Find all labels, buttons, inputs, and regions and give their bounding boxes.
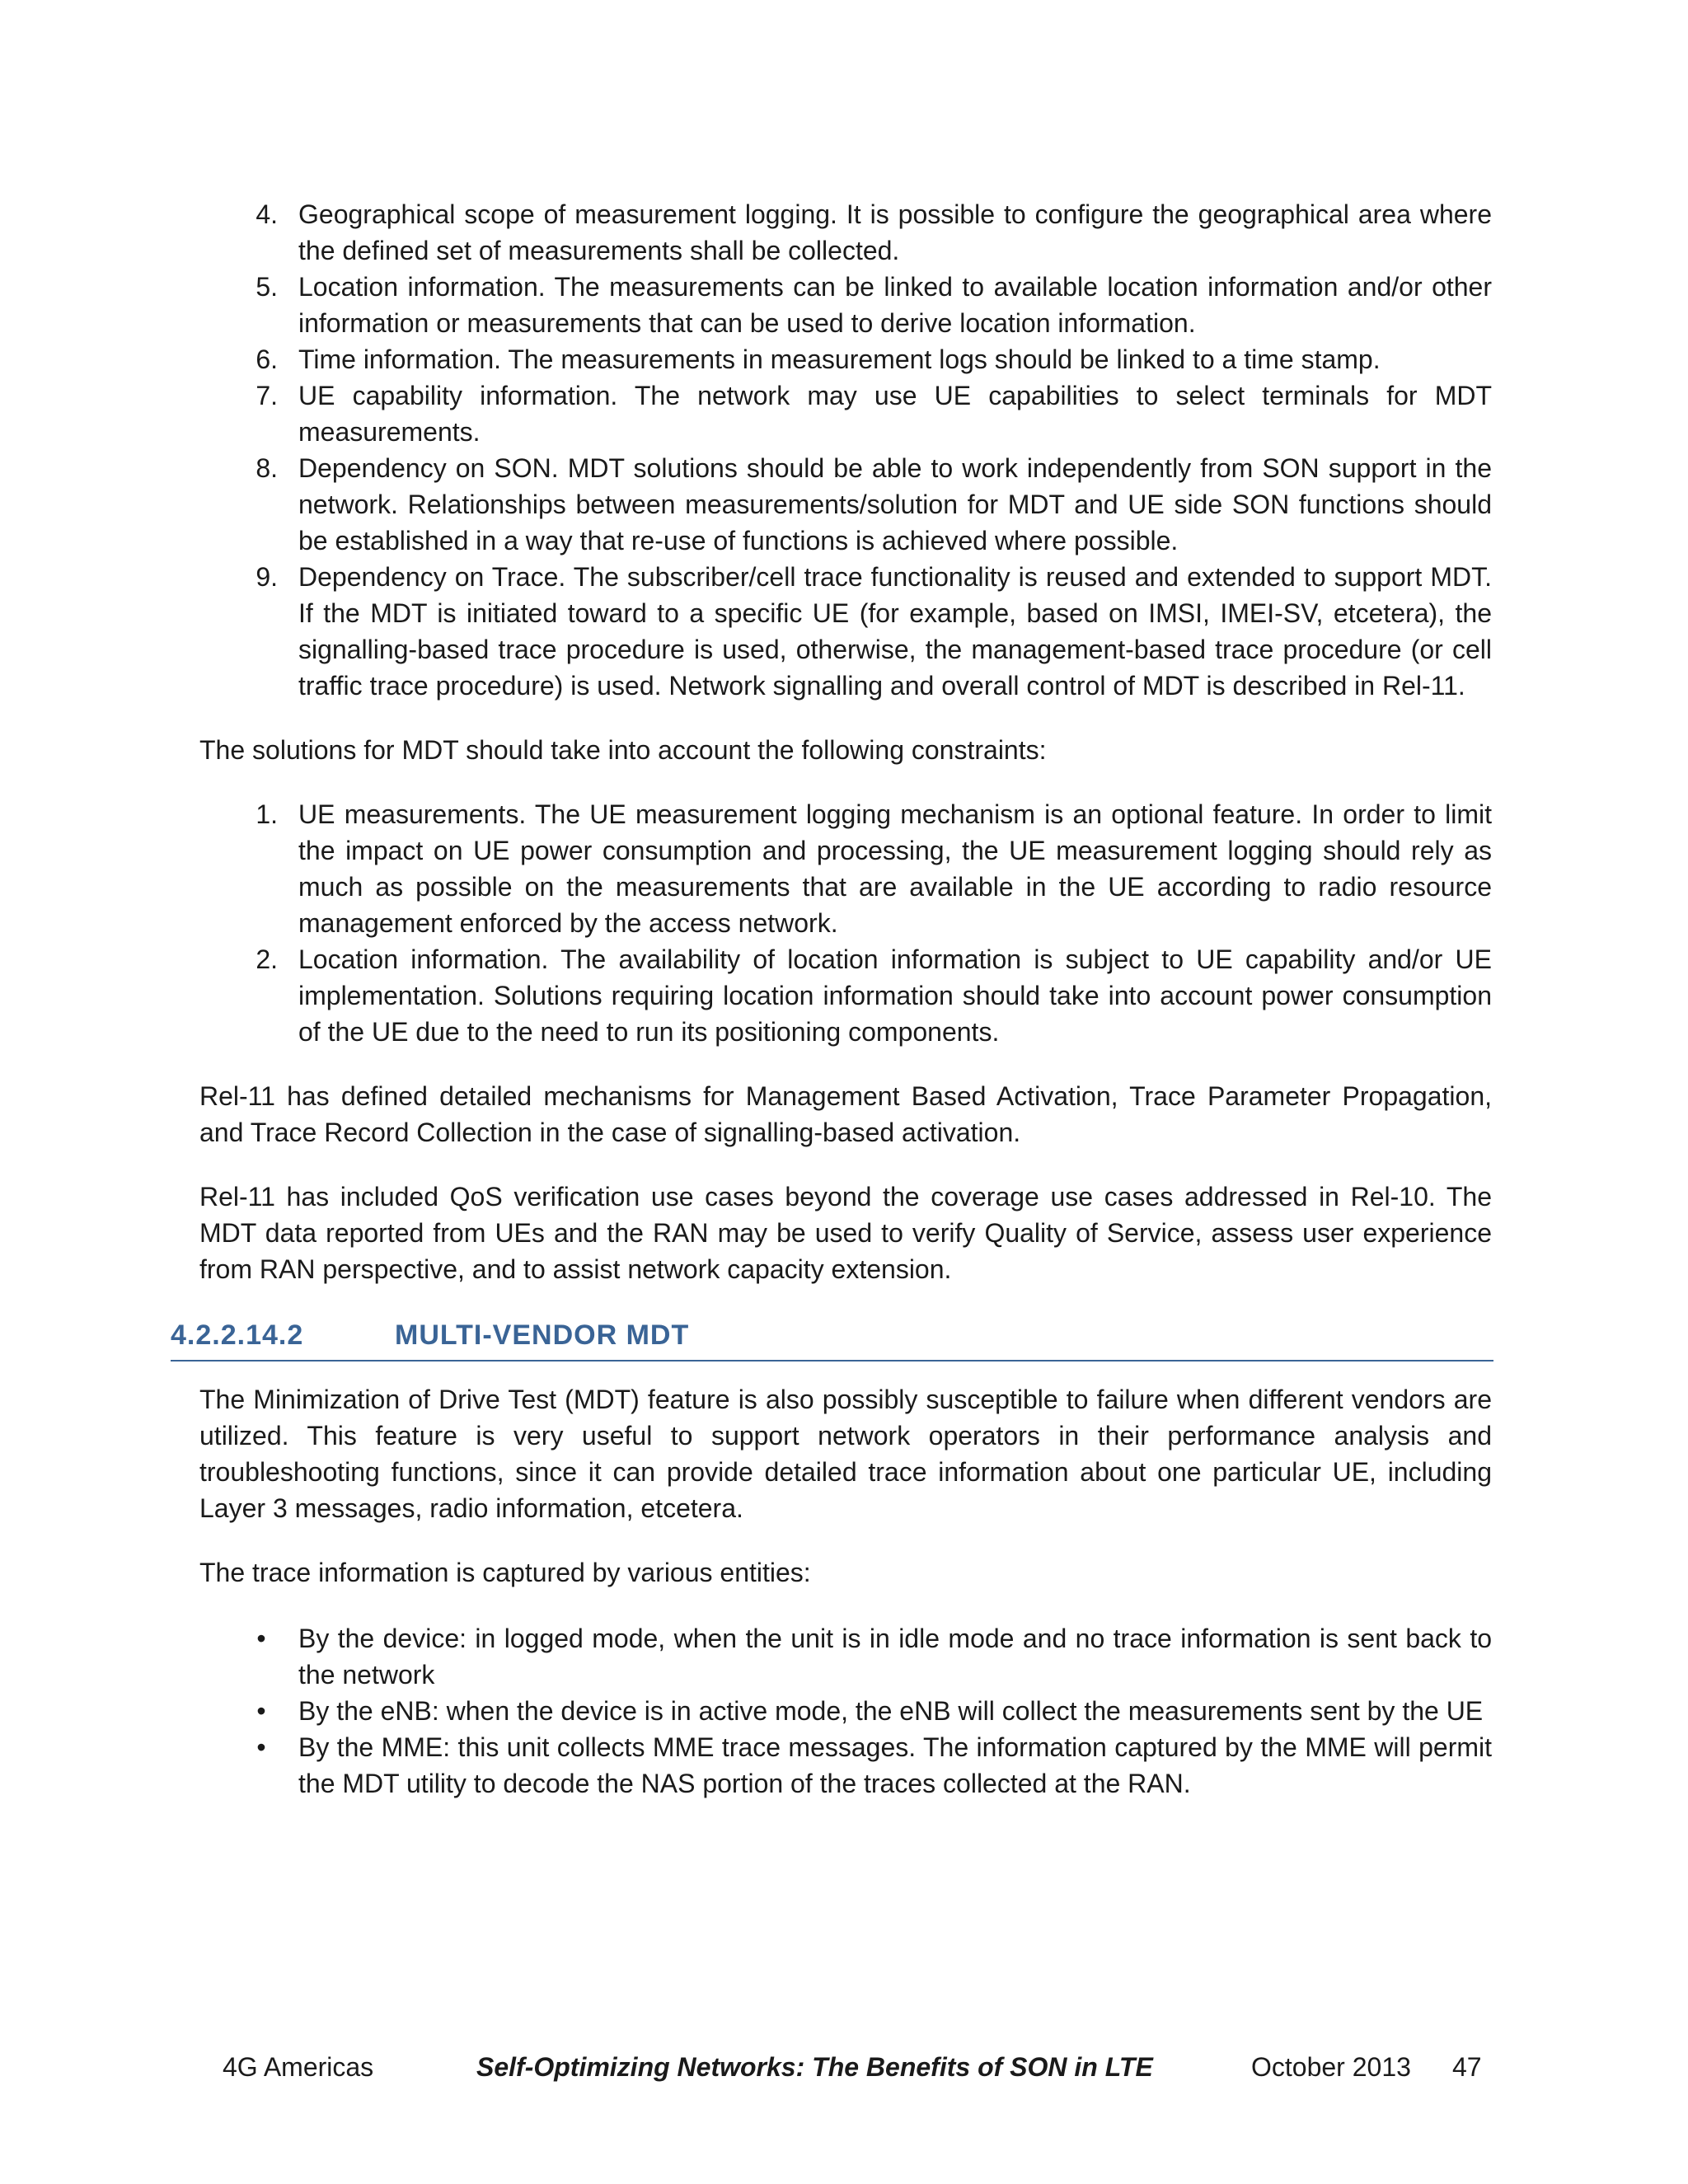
footer-document-title: Self-Optimizing Networks: The Benefits of SON in LTE <box>476 2052 1153 2082</box>
bullet-icon: • <box>256 1624 266 1653</box>
paragraph-trace-intro: The trace information is captured by various entities: <box>199 1558 811 1587</box>
list-item <box>199 796 1492 941</box>
footer-page-number: 47 <box>1452 2052 1482 2082</box>
list-text: Location information. The availability of location information is subject to UE capability and/or UE implementation. Solutions requiring location information should take into account power consumption of the UE due to the need to run its positioning components. <box>298 944 1492 1047</box>
list-number: 8. <box>256 453 278 483</box>
list-text: Geographical scope of measurement logging. It is possible to configure the geographical area where the defined set of measurements shall be collected. <box>298 199 1492 265</box>
bullet-icon: • <box>256 1732 266 1762</box>
list-text: Location information. The measurements can be linked to available location information and/or other information or measurements that can be used to derive location information. <box>298 272 1492 338</box>
list-number: 7. <box>256 381 278 410</box>
constraints-intro: The solutions for MDT should take into account the following constraints: <box>199 735 1047 765</box>
bullet-icon: • <box>256 1696 266 1726</box>
bullet-text: By the device: in logged mode, when the unit is in idle mode and no trace information is sent back to the network <box>298 1624 1492 1690</box>
list-item <box>199 196 1492 269</box>
list-item <box>199 377 1492 450</box>
paragraph-rel11-mechanisms: Rel-11 has defined detailed mechanisms for Management Based Activation, Trace Parameter Propagation, and Trace Record Collection in the case of signalling-based activation. <box>199 1081 1492 1147</box>
list-text: Dependency on SON. MDT solutions should be able to work independently from SON support in the network. Relationships between measurements/solution for MDT and UE side SON functions should be established in a way that re-use of functions is achieved where possible. <box>298 453 1492 555</box>
page-content <box>171 196 1492 1802</box>
list-text: UE measurements. The UE measurement logging mechanism is an optional feature. In order to limit the impact on UE power consumption and processing, the UE measurement logging should rely as much as possible on the measurements that are available in the UE according to radio resource management enforced by the access network. <box>298 799 1492 938</box>
list-number: 4. <box>256 199 278 229</box>
list-text: Time information. The measurements in measurement logs should be linked to a time stamp. <box>298 344 1381 374</box>
bullet-text: By the MME: this unit collects MME trace messages. The information captured by the MME will permit the MDT utility to decode the NAS portion of the traces collected at the RAN. <box>298 1732 1492 1798</box>
list-text: Dependency on Trace. The subscriber/cell trace functionality is reused and extended to support MDT. If the MDT is initiated toward to a specific UE (for example, based on IMSI, IMEI-SV, etcetera), the signalling-based trace procedure is used, otherwise, the management-based trace procedure (or cell traffic trace procedure) is used. Network signalling and overall control of MDT is described in Rel-11. <box>298 562 1492 701</box>
paragraph-mdt-intro: The Minimization of Drive Test (MDT) feature is also possibly susceptible to failure when different vendors are utilized. This feature is very useful to support network operators in their performance analysis and troubleshooting functions, since it can provide detailed trace information about one particular UE, including Layer 3 messages, radio information, etcetera. <box>199 1385 1492 1523</box>
section-title: MULTI-VENDOR MDT <box>395 1319 690 1351</box>
list-item <box>199 450 1492 559</box>
list-number: 9. <box>256 562 278 592</box>
section-number: 4.2.2.14.2 <box>171 1319 304 1351</box>
footer-date: October 2013 <box>1251 2052 1411 2082</box>
list-item <box>199 941 1492 1050</box>
footer-organization: 4G Americas <box>223 2052 374 2082</box>
paragraph-rel11-qos: Rel-11 has included QoS verification use cases beyond the coverage use cases addressed in Rel-10. The MDT data reported from UEs and the RAN may be used to verify Quality of Service, assess user experience from RAN perspective, and to assist network capacity extension. <box>199 1182 1492 1284</box>
list-text: UE capability information. The network may use UE capabilities to select terminals for MDT measurements. <box>298 381 1492 447</box>
requirements-list <box>199 196 1492 704</box>
trace-entities-list <box>199 1620 1492 1802</box>
list-number: 2. <box>256 944 278 974</box>
bullet-text: By the eNB: when the device is in active mode, the eNB will collect the measurements sent by the UE <box>298 1696 1484 1726</box>
section-heading <box>171 1315 1493 1361</box>
list-item <box>199 269 1492 341</box>
constraints-list <box>199 796 1492 1050</box>
list-number: 1. <box>256 799 278 829</box>
bullet-item <box>199 1729 1492 1802</box>
bullet-item <box>199 1693 1492 1729</box>
bullet-item <box>199 1620 1492 1693</box>
list-item <box>199 341 1492 377</box>
list-number: 6. <box>256 344 278 374</box>
list-number: 5. <box>256 272 278 302</box>
list-item <box>199 559 1492 704</box>
